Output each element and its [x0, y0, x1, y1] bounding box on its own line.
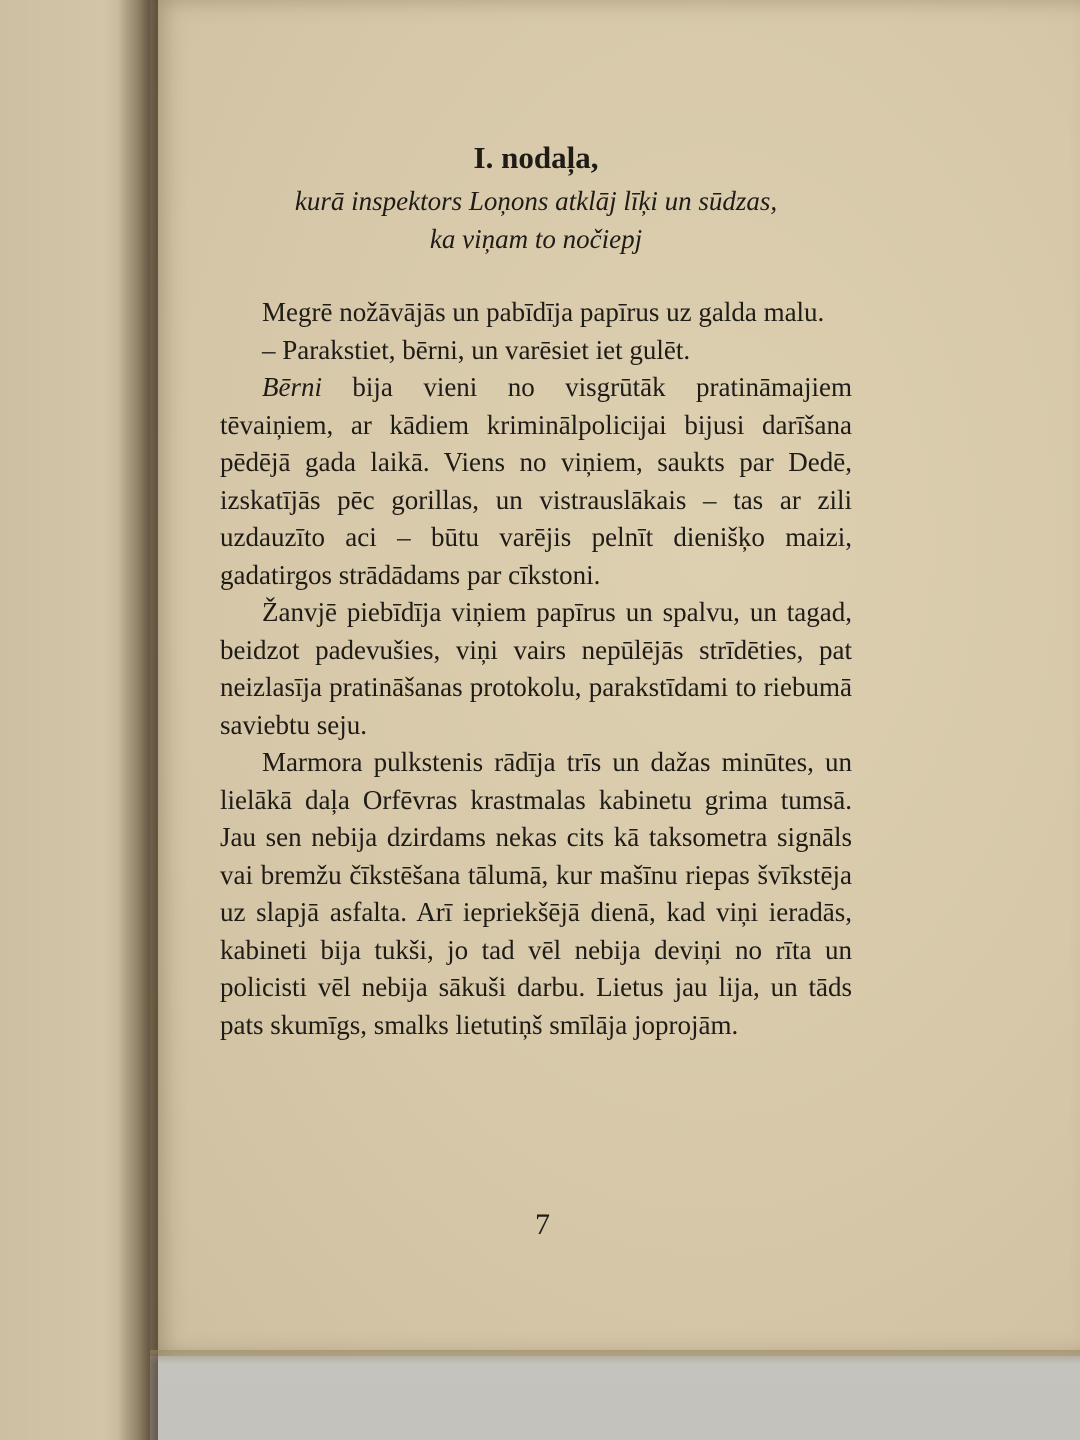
chapter-body [220, 294, 852, 1044]
book-gutter [118, 0, 158, 1440]
paragraph-2: – Parakstiet, bērni, un varēsiet iet gulēt. [262, 334, 691, 365]
paragraph-5: Marmora pulkstenis rādīja trīs un dažas minūtes, un lielākā daļa Orfēvras krastmalas kabinetu grima tumsā. Jau sen nebija dzirdams nekas cits kā taksometra signāls vai bremžu čīkstēšana tālumā, kur mašīnu riepas švīkstēja uz slapjā asfalta. Arī iepriekšējā dienā, kad viņi ieradās, kabineti bija tukši, jo tad vēl nebija deviņi no rīta un policisti vēl nebija sākuši darbu. Lietus jau lija, un tāds pats skumīgs, smalks lietutiņš smīlāja joprojām. [220, 747, 852, 1040]
paragraph-3-emphasis: Bērni [262, 372, 322, 402]
chapter-subtitle-line-2: ka viņam to nočiepj [429, 224, 643, 254]
page-edge [150, 1350, 1080, 1364]
paragraph-3 [220, 369, 852, 594]
page-content [220, 138, 852, 1044]
paragraph-1: Megrē nožāvājās un pabīdīja papīrus uz galda malu. [262, 297, 825, 327]
paragraph-3-text: bija vieni no visgrūtāk pratināmajiem tēvaiņiem, ar kādiem kriminālpolicijai bijusi darīšana pēdējā gada laikā. Viens no viņiem, saukts par Dedē, izskatījās pēc gorillas, un vistrauslākais – tas ar zili uzdauzīto aci – būtu varējis pelnīt dienišķo maizi, gadatirgos strādādams par cīkstoni. [220, 372, 852, 590]
page-number: 7 [535, 1208, 550, 1241]
chapter-subtitle-line-1: kurā inspektors Loņons atklāj līķi un sūdzas, [294, 186, 778, 216]
paragraph-4: Žanvjē piebīdīja viņiem papīrus un spalvu, un tagad, beidzot padevušies, viņi vairs nepūlējās strīdēties, pat neizlasīja pratināšanas protokolu, parakstīdami to riebumā saviebtu seju. [220, 597, 852, 740]
chapter-title: I. nodaļa, [473, 140, 599, 175]
